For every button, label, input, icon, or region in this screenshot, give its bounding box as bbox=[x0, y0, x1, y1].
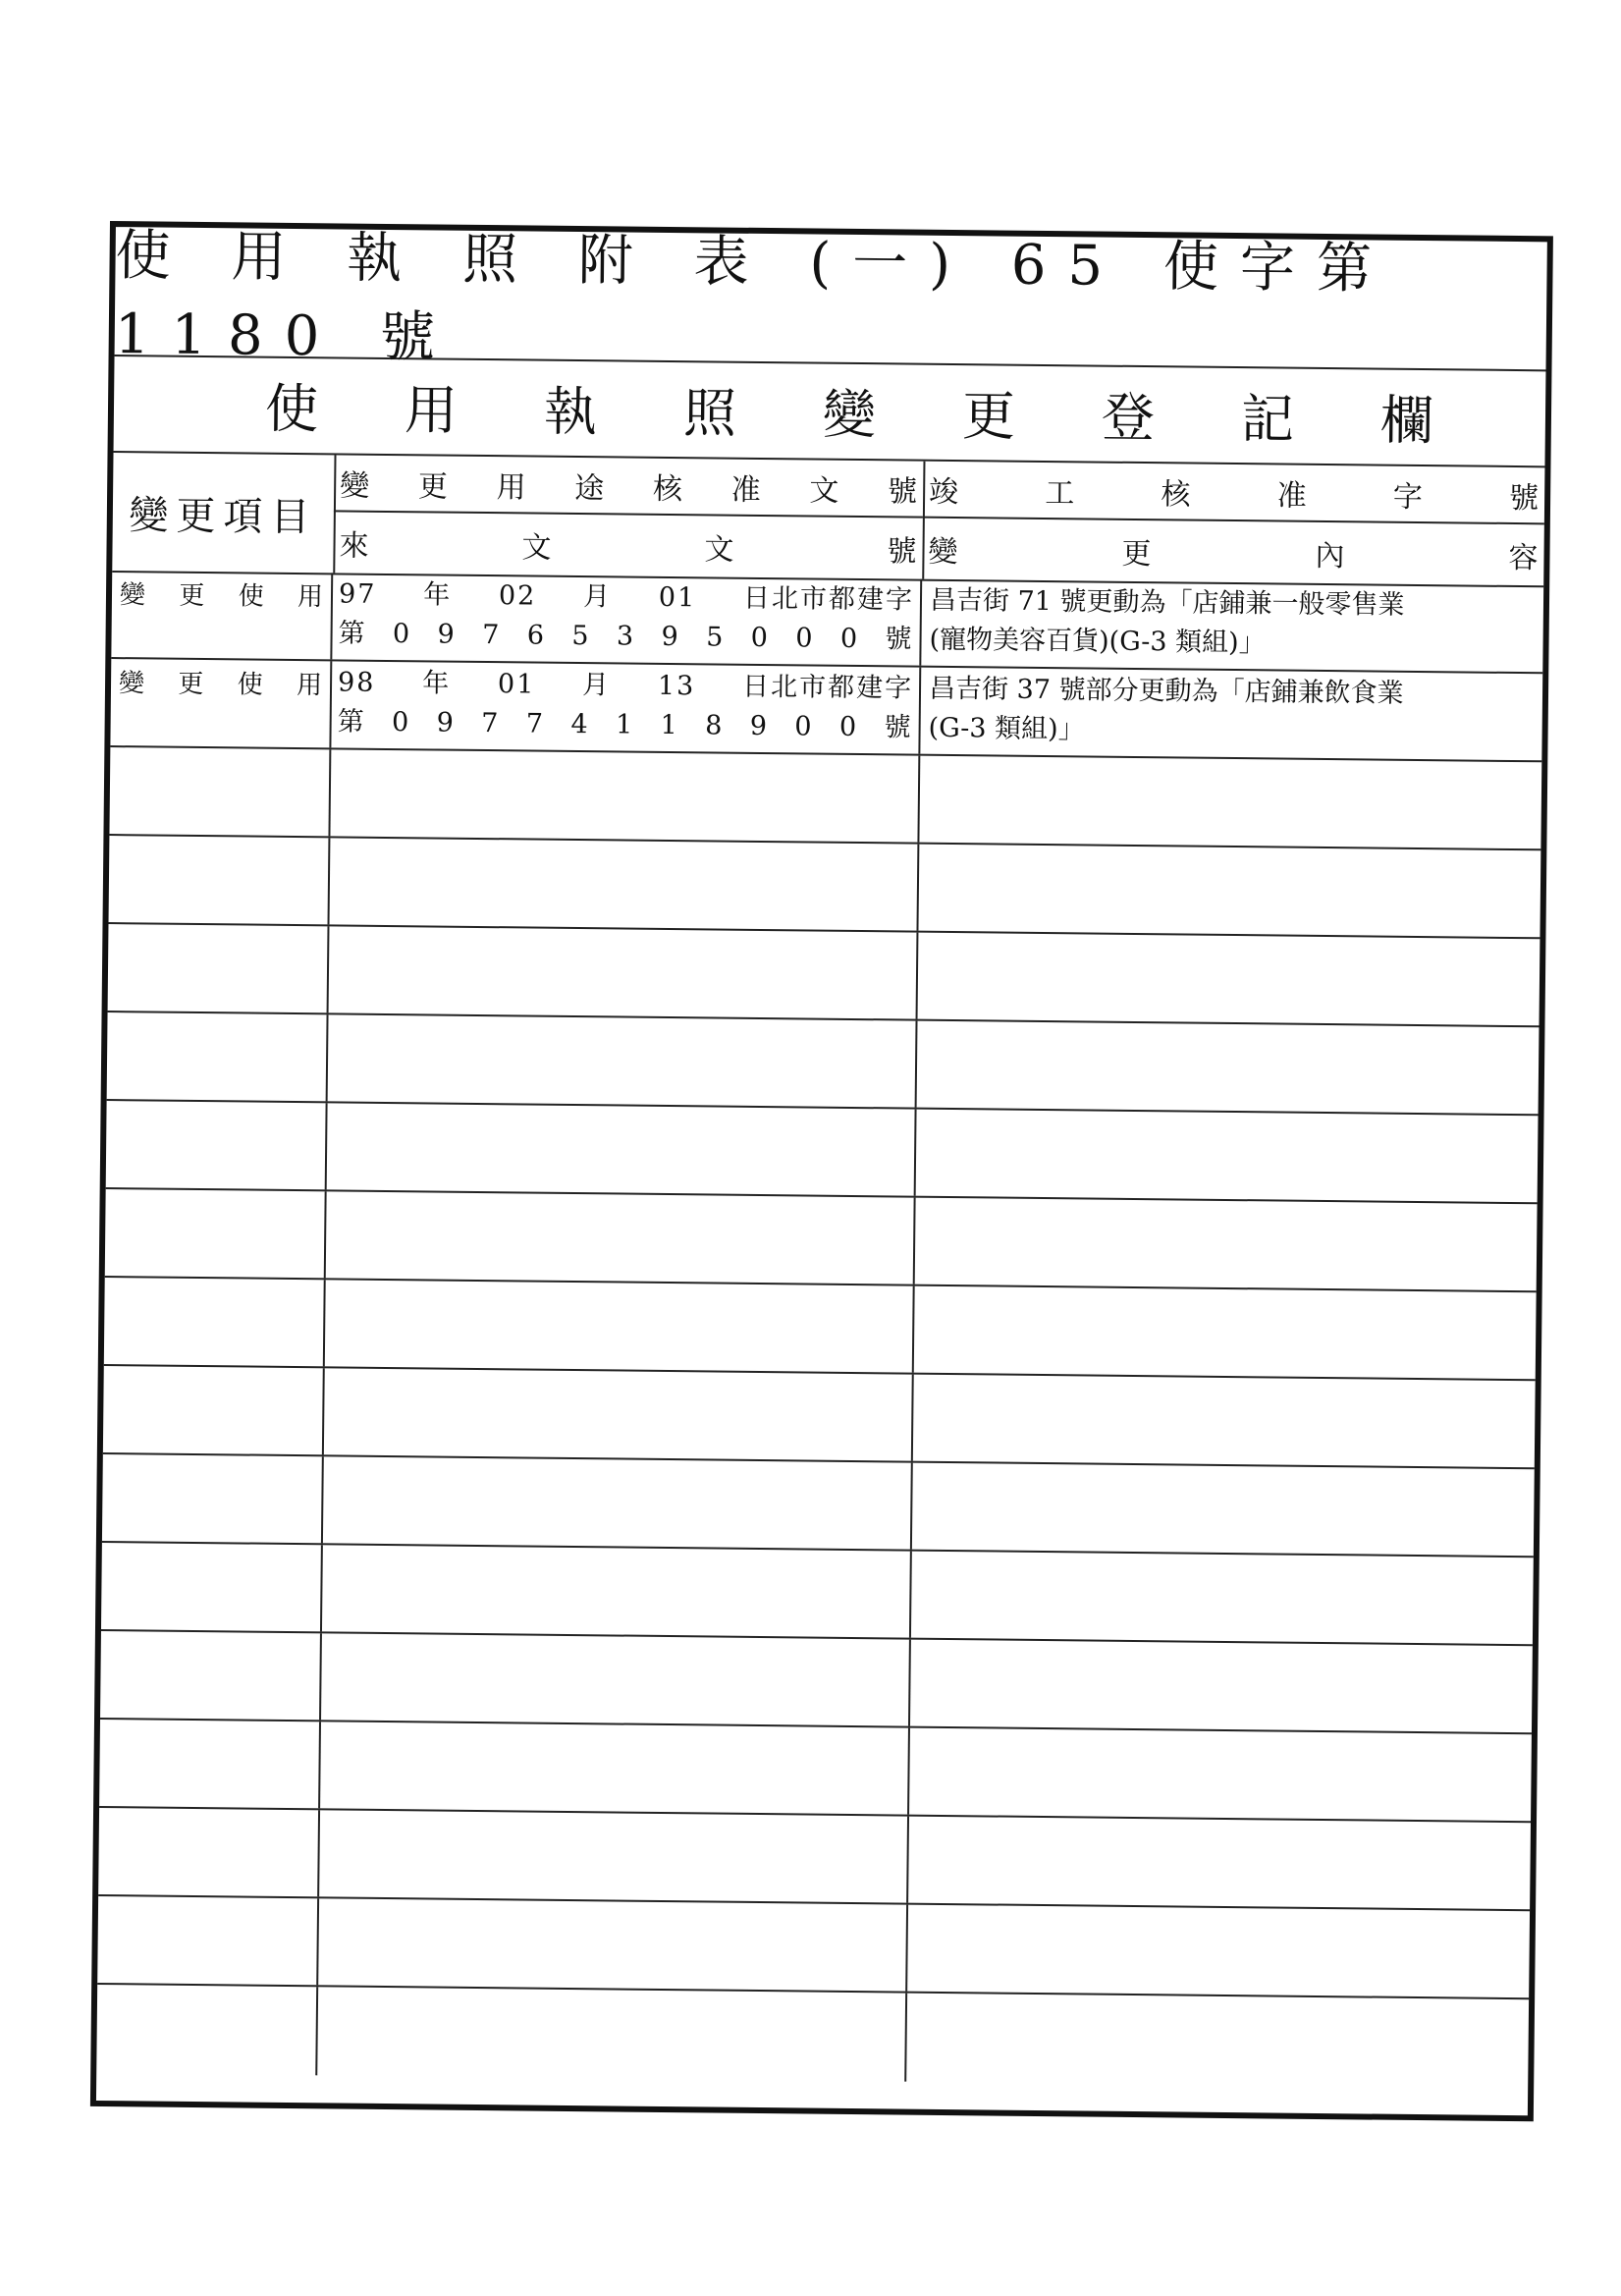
cell-text: 號 bbox=[885, 624, 914, 655]
cell-text: 第 bbox=[337, 706, 366, 738]
cell-char: 使 bbox=[237, 670, 263, 700]
cell-char: 使 bbox=[238, 581, 264, 612]
empty-cell bbox=[918, 845, 1540, 938]
empty-table-row bbox=[97, 1896, 1530, 1999]
header-char: 核 bbox=[1161, 477, 1191, 513]
cell-text: 01 bbox=[497, 669, 536, 700]
header-char: 號 bbox=[887, 474, 918, 510]
subtitle-char: 記 bbox=[1240, 387, 1295, 451]
doc-line-1 bbox=[339, 574, 914, 620]
empty-cell bbox=[104, 1278, 326, 1366]
subtitle-char: 執 bbox=[543, 380, 598, 443]
empty-cell bbox=[329, 926, 919, 1018]
cell-text: 6 bbox=[526, 620, 547, 651]
cell-text: 0 bbox=[838, 711, 859, 743]
cell-text: 01 bbox=[658, 581, 697, 614]
empty-cell bbox=[102, 1454, 324, 1543]
cell-text: 1 bbox=[615, 709, 635, 740]
subtitle-char: 變 bbox=[822, 383, 877, 446]
cell-char: 用 bbox=[297, 582, 324, 613]
empty-cell bbox=[317, 1987, 907, 2081]
empty-cell bbox=[322, 1545, 912, 1637]
empty-table-row bbox=[99, 1720, 1532, 1823]
header-char: 內 bbox=[1315, 538, 1345, 574]
empty-cell bbox=[101, 1543, 323, 1631]
empty-table-row bbox=[106, 1101, 1539, 1204]
empty-table-row bbox=[98, 1808, 1531, 1911]
empty-cell bbox=[914, 1286, 1537, 1380]
cell-text: 8 bbox=[705, 710, 725, 741]
content-line: (寵物美容百貨)(G-3 類組)」 bbox=[929, 624, 1266, 659]
empty-cell bbox=[326, 1191, 916, 1284]
header-char: 更 bbox=[417, 469, 449, 505]
header-char: 來 bbox=[339, 528, 369, 564]
cell-text: 0 bbox=[392, 619, 412, 650]
cell-text: 1 bbox=[660, 709, 679, 741]
header-char: 字 bbox=[1392, 479, 1424, 516]
empty-cell bbox=[906, 1994, 1529, 2089]
header-completion bbox=[922, 462, 1544, 586]
header-char: 准 bbox=[730, 472, 761, 508]
empty-table-row bbox=[103, 1366, 1536, 1469]
cell-char: 更 bbox=[178, 669, 204, 700]
empty-cell bbox=[321, 1633, 911, 1725]
empty-cell bbox=[106, 1101, 328, 1189]
header-char: 號 bbox=[887, 534, 917, 570]
cell-char: 更 bbox=[179, 580, 205, 612]
header-char: 核 bbox=[652, 471, 683, 508]
empty-cell bbox=[912, 1463, 1535, 1557]
empty-cell bbox=[109, 836, 331, 924]
empty-cell bbox=[108, 924, 330, 1012]
cell-text: 9 bbox=[437, 619, 457, 650]
cell-text: 年 bbox=[423, 579, 453, 611]
header-char: 工 bbox=[1045, 475, 1075, 512]
header-change-content bbox=[922, 520, 1544, 584]
empty-cell bbox=[320, 1722, 910, 1814]
empty-cell bbox=[328, 1014, 918, 1107]
header-completion-top bbox=[923, 462, 1545, 525]
cell-text: 9 bbox=[749, 710, 770, 742]
empty-cell bbox=[917, 1021, 1540, 1115]
empty-table-row bbox=[105, 1189, 1538, 1292]
empty-table-row bbox=[108, 924, 1540, 1027]
header-char: 更 bbox=[1121, 536, 1152, 573]
empty-table-row bbox=[100, 1631, 1533, 1734]
cell-text: 3 bbox=[616, 621, 636, 652]
header-char: 文 bbox=[809, 473, 839, 509]
cell-text: 9 bbox=[661, 621, 680, 653]
cell-text: 5 bbox=[705, 622, 726, 653]
header-char: 變 bbox=[340, 468, 370, 504]
cell-text: 7 bbox=[525, 708, 546, 739]
header-char: 號 bbox=[1508, 480, 1540, 517]
table-header bbox=[112, 453, 1544, 587]
change-content-cell bbox=[920, 668, 1542, 761]
empty-cell bbox=[99, 1720, 321, 1808]
empty-table-row bbox=[109, 747, 1541, 850]
cell-text: 02 bbox=[498, 580, 537, 612]
form-subtitle bbox=[114, 355, 1546, 467]
subtitle-char: 欄 bbox=[1379, 389, 1434, 452]
empty-cell bbox=[103, 1366, 325, 1454]
subtitle-char: 使 bbox=[264, 377, 319, 440]
usage-permit-form bbox=[90, 221, 1553, 2121]
approval-doc-cell bbox=[332, 573, 922, 665]
empty-cell bbox=[910, 1640, 1533, 1733]
cell-text: 0 bbox=[794, 711, 814, 742]
cell-text: 日北市都建字 bbox=[741, 671, 914, 704]
cell-text: 7 bbox=[482, 619, 502, 651]
empty-cell bbox=[96, 1985, 318, 2075]
empty-cell bbox=[913, 1375, 1536, 1468]
empty-cell bbox=[915, 1198, 1538, 1291]
doc-line-1 bbox=[338, 663, 913, 708]
cell-text: 98 bbox=[337, 667, 376, 698]
empty-cell bbox=[908, 1817, 1531, 1910]
content-line: 昌吉街 71 號更動為「店鋪兼一般零售業 bbox=[929, 584, 1405, 621]
change-item-cell bbox=[111, 571, 333, 659]
cell-text: 年 bbox=[422, 668, 452, 699]
cell-text: 7 bbox=[481, 707, 501, 739]
content-line: (G-3 類組)」 bbox=[928, 712, 1085, 745]
empty-cell bbox=[319, 1810, 909, 1902]
cell-text: 0 bbox=[750, 622, 771, 654]
empty-cell bbox=[327, 1103, 917, 1195]
empty-cell bbox=[907, 1905, 1530, 1998]
empty-cell bbox=[918, 933, 1540, 1026]
header-char: 文 bbox=[521, 530, 552, 566]
empty-table-row bbox=[107, 1012, 1540, 1116]
cell-text: 第 bbox=[338, 618, 367, 649]
empty-cell bbox=[919, 756, 1541, 849]
empty-cell bbox=[324, 1368, 914, 1460]
doc-line-2 bbox=[337, 702, 912, 747]
empty-table-row bbox=[109, 836, 1541, 939]
cell-char: 變 bbox=[119, 580, 146, 611]
cell-char: 用 bbox=[296, 671, 323, 701]
cell-text: 0 bbox=[839, 623, 860, 655]
header-approval-doc-top bbox=[334, 455, 924, 518]
form-title: 使 用 執 照 附 表 (一) 65 使字第 1180 號 bbox=[115, 227, 1547, 371]
empty-rows bbox=[96, 747, 1541, 2088]
header-char: 用 bbox=[496, 470, 526, 506]
cell-text: 9 bbox=[436, 707, 457, 738]
cell-text: 0 bbox=[795, 623, 815, 654]
header-char: 竣 bbox=[928, 474, 959, 511]
cell-text: 月 bbox=[581, 670, 612, 701]
empty-cell bbox=[98, 1808, 320, 1896]
subtitle-char: 照 bbox=[682, 381, 737, 445]
header-char: 容 bbox=[1508, 540, 1539, 576]
cell-text: 日北市都建字 bbox=[742, 582, 915, 616]
cell-text: 號 bbox=[884, 712, 913, 743]
empty-table-row bbox=[96, 1985, 1529, 2088]
approval-doc-cell bbox=[331, 661, 921, 753]
change-content-cell bbox=[921, 579, 1543, 673]
empty-cell bbox=[325, 1280, 915, 1372]
header-change-item: 變更項目 bbox=[112, 453, 336, 573]
cell-text: 月 bbox=[582, 581, 613, 613]
empty-cell bbox=[109, 747, 331, 836]
header-char: 途 bbox=[574, 470, 605, 507]
cell-text: 97 bbox=[338, 578, 377, 610]
cell-text: 5 bbox=[571, 620, 591, 652]
empty-cell bbox=[105, 1189, 327, 1278]
empty-cell bbox=[97, 1896, 319, 1985]
empty-cell bbox=[107, 1012, 329, 1101]
cell-text: 4 bbox=[570, 708, 590, 740]
empty-table-row bbox=[104, 1278, 1537, 1381]
empty-cell bbox=[100, 1631, 322, 1720]
table-row bbox=[111, 571, 1543, 674]
empty-table-row bbox=[102, 1454, 1535, 1558]
empty-cell bbox=[916, 1110, 1539, 1203]
cell-text: 13 bbox=[657, 670, 696, 702]
table-row bbox=[110, 659, 1542, 762]
cell-text: 0 bbox=[391, 707, 411, 738]
subtitle-char: 更 bbox=[961, 384, 1016, 448]
empty-cell bbox=[330, 838, 920, 930]
empty-cell bbox=[323, 1456, 913, 1549]
change-item-cell bbox=[110, 659, 332, 747]
header-incoming-doc bbox=[333, 514, 923, 576]
content-line: 昌吉街 37 號部分更動為「店鋪兼飲食業 bbox=[928, 673, 1404, 709]
empty-cell bbox=[330, 749, 920, 842]
subtitle-char: 登 bbox=[1101, 386, 1156, 449]
header-approval-doc bbox=[333, 455, 925, 578]
doc-line-2 bbox=[338, 614, 913, 659]
empty-cell bbox=[318, 1898, 908, 1991]
subtitle-char: 用 bbox=[404, 378, 459, 442]
empty-cell bbox=[909, 1728, 1532, 1822]
header-char: 文 bbox=[704, 532, 734, 568]
header-char: 准 bbox=[1276, 478, 1307, 514]
empty-cell bbox=[911, 1552, 1534, 1645]
header-char: 變 bbox=[928, 534, 958, 571]
table-body bbox=[96, 571, 1543, 2088]
empty-table-row bbox=[101, 1543, 1534, 1646]
cell-char: 變 bbox=[118, 669, 145, 699]
